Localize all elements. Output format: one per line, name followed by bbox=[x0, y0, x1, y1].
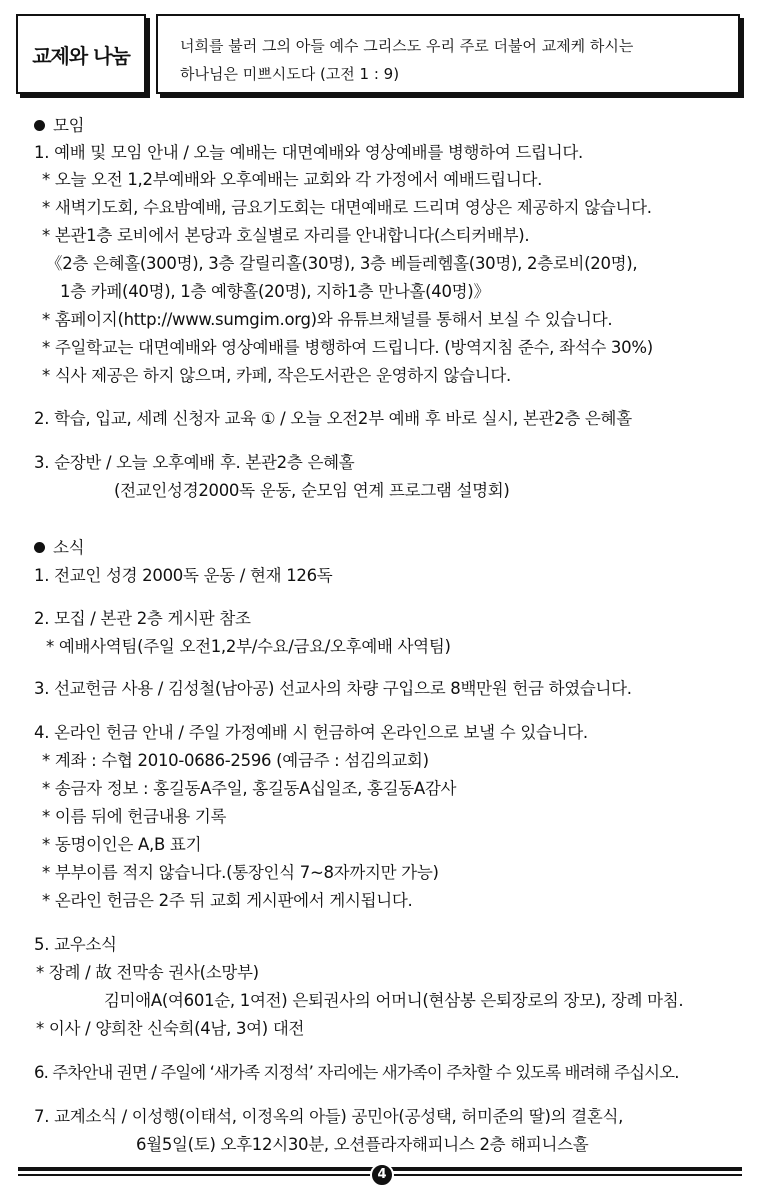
news-line-7: * 송금자 정보 : 홍길동A주일, 홍길동A십일조, 홍길동A감사 bbox=[42, 779, 457, 798]
bible-verse-box bbox=[156, 14, 740, 94]
news-line-8: * 이름 뒤에 헌금내용 기록 bbox=[42, 807, 227, 826]
gathering-line-11: 3. 순장반 / 오늘 오후예배 후. 본관2층 은혜홀 bbox=[34, 453, 355, 472]
gathering-line-1: 1. 예배 및 모임 안내 / 오늘 예배는 대면예배와 영상예배를 병행하여 드립니다. bbox=[34, 143, 583, 162]
news-line-11: * 온라인 헌금은 2주 뒤 교회 게시판에서 게시됩니다. bbox=[42, 891, 413, 910]
news-line-15: * 이사 / 양희찬 신숙희(4남, 3여) 대전 bbox=[36, 1019, 305, 1038]
news-heading: 소식 bbox=[34, 537, 84, 559]
news-line-3: * 예배사역팀(주일 오전1,2부/수요/금요/오후예배 사역팀) bbox=[46, 637, 451, 656]
gathering-line-7: * 홈페이지(http://www.sumgim.org)와 유튜브채널를 통해서 보실 수 있습니다. bbox=[42, 310, 613, 329]
news-line-1: 1. 전교인 성경 2000독 운동 / 현재 126독 bbox=[34, 566, 333, 585]
news-line-6: * 계좌 : 수협 2010-0686-2596 (예금주 : 섬김의교회) bbox=[42, 751, 429, 770]
gathering-line-8: * 주일학교는 대면예배와 영상예배를 병행하여 드립니다. (방역지침 준수, 좌석수 30%) bbox=[42, 338, 653, 357]
gathering-line-6: 1층 카페(40명), 1층 예향홀(20명), 지하1층 만나홀(40명)》 bbox=[60, 282, 490, 301]
gathering-line-5: 《2층 은혜홀(300명), 3층 갈릴리홀(30명), 3층 베들레헴홀(30명), 2층로비(20명), bbox=[46, 254, 638, 273]
news-line-10: * 부부이름 적지 않습니다.(통장인식 7~8자까지만 가능) bbox=[42, 863, 439, 882]
bullet-icon bbox=[34, 120, 45, 131]
news-line-16: 6. 주차안내 권면 / 주일에 ‘새가족 지정석’ 자리에는 새가족이 주차할 수 있도록 배려해 주십시오. bbox=[34, 1063, 679, 1082]
gathering-line-2: * 오늘 오전 1,2부예배와 오후예배는 교회와 각 가정에서 예배드립니다. bbox=[42, 170, 543, 189]
verse-line-1: 너희를 불러 그의 아들 예수 그리스도 우리 주로 더불어 교제케 하시는 bbox=[180, 37, 634, 55]
news-line-2: 2. 모집 / 본관 2층 게시판 참조 bbox=[34, 609, 251, 628]
news-line-4: 3. 선교헌금 사용 / 김성철(남아공) 선교사의 차량 구입으로 8백만원 헌금 하였습니다. bbox=[34, 679, 632, 698]
gathering-line-3: * 새벽기도회, 수요밤예배, 금요기도회는 대면예배로 드리며 영상은 제공하지 않습니다. bbox=[42, 198, 652, 217]
section-title-box bbox=[16, 14, 146, 94]
news-line-18: 6월5일(토) 오후12시30분, 오션플라자해피니스 2층 해피니스홀 bbox=[136, 1135, 589, 1154]
news-line-9: * 동명이인은 A,B 표기 bbox=[42, 835, 202, 854]
gathering-line-10: 2. 학습, 입교, 세례 신청자 교육 ① / 오늘 오전2부 예배 후 바로 실시, 본관2층 은혜홀 bbox=[34, 409, 632, 428]
gathering-line-12: (전교인성경2000독 운동, 순모임 연계 프로그램 설명회) bbox=[114, 481, 510, 500]
gathering-line-4: * 본관1층 로비에서 본당과 호실별로 자리를 안내합니다(스티커배부). bbox=[42, 226, 530, 245]
news-line-17: 7. 교계소식 / 이성행(이태석, 이정옥의 아들) 공민아(공성택, 허미준의 딸)의 결혼식, bbox=[34, 1107, 624, 1126]
page-number-badge: 4 bbox=[370, 1163, 394, 1187]
gathering-heading: 모임 bbox=[34, 115, 84, 137]
news-line-12: 5. 교우소식 bbox=[34, 935, 117, 954]
news-line-5: 4. 온라인 헌금 안내 / 주일 가정예배 시 헌금하여 온라인으로 보낼 수 있습니다. bbox=[34, 723, 588, 742]
gathering-line-9: * 식사 제공은 하지 않으며, 카페, 작은도서관은 운영하지 않습니다. bbox=[42, 366, 511, 385]
news-line-13: * 장례 / 故 전막송 권사(소망부) bbox=[36, 963, 259, 982]
bullet-icon bbox=[34, 542, 45, 553]
section-title: 교제와 나눔 bbox=[32, 43, 130, 68]
verse-line-2: 하나님은 미쁘시도다 (고전 1 : 9) bbox=[180, 65, 400, 83]
news-line-14: 김미애A(여601순, 1여전) 은퇴권사의 어머니(현삼봉 은퇴장로의 장모), 장례 마침. bbox=[104, 991, 684, 1010]
